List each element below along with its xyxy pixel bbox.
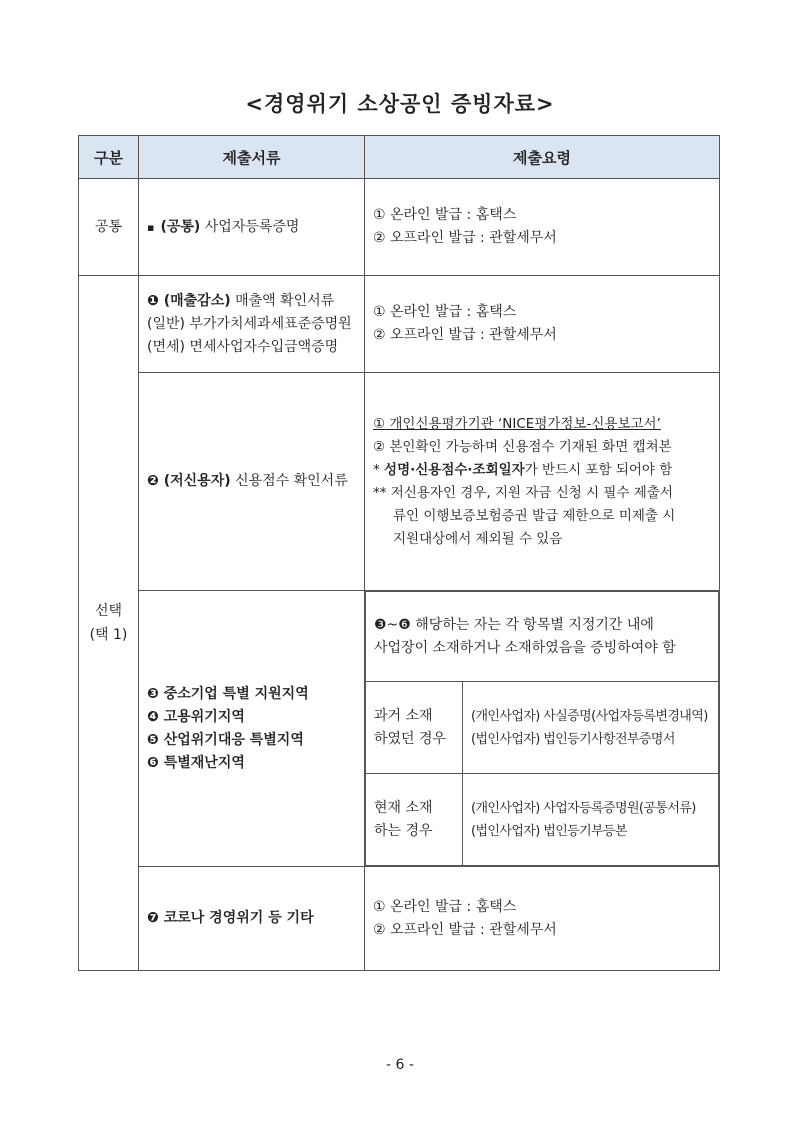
method-offline: ② 오프라인 발급 : 관할세무서 <box>373 921 557 938</box>
doc-credit-rest: 신용점수 확인서류 <box>230 473 348 489</box>
past-docs <box>463 682 719 774</box>
methods-sales-decline <box>365 276 720 373</box>
method-online: ① 온라인 발급 : 홈택스 <box>373 207 517 223</box>
past-label-2: 하였던 경우 <box>374 730 447 747</box>
now-docs <box>463 774 719 866</box>
table-row-other <box>79 867 720 971</box>
region-doc-6: ❻ 특별재난지역 <box>147 754 245 771</box>
doc-common-rest: 사업자등록증명 <box>200 218 300 235</box>
table-row-sales-decline <box>79 276 720 373</box>
region-doc-5: ❺ 산업위기대응 특별지역 <box>147 731 304 748</box>
now-label-2: 하는 경우 <box>374 822 433 839</box>
now-doc-2: (법인사업자) 법인등기부등본 <box>471 823 627 839</box>
category-select <box>79 276 139 971</box>
table-row-low-credit <box>79 373 720 591</box>
header-documents: 제출서류 <box>139 136 365 179</box>
doc-special-regions <box>139 591 365 867</box>
doc-sales-line2: (일반) 부가가치세과세표준증명원 <box>147 315 352 332</box>
bullet-icon: ▪ <box>147 220 155 234</box>
doc-sales-rest: 매출액 확인서류 <box>230 292 335 309</box>
credit-method-2: ② 본인확인 가능하며 신용점수 기재된 화면 캡쳐본 <box>373 438 672 455</box>
region-doc-3: ❸ 중소기업 특별 지원지역 <box>147 685 309 702</box>
method-offline: ② 오프라인 발급 : 관할세무서 <box>373 327 557 343</box>
header-instructions: 제출요령 <box>365 136 720 179</box>
table-row-common <box>79 179 720 276</box>
methods-other <box>365 867 720 971</box>
header-category: 구분 <box>79 136 139 179</box>
page-title: <경영위기 소상공인 증빙자료> <box>245 92 555 116</box>
now-label-1: 현재 소재 <box>374 799 433 816</box>
category-select-sub: (택 1) <box>89 627 128 643</box>
category-select-label: 선택 <box>94 603 123 619</box>
category-common: 공통 <box>79 179 139 276</box>
doc-low-credit <box>139 373 365 591</box>
evidence-table <box>78 135 720 971</box>
now-label <box>366 774 463 866</box>
credit-note-prefix: * <box>373 461 385 478</box>
credit-method-1: ① 개인신용평가기관 ‘NICE평가정보-신용보고서’ <box>373 415 661 432</box>
region-note <box>366 592 719 682</box>
credit-note-4: 지원대상에서 제외될 수 있음 <box>393 530 563 547</box>
credit-note-rest: 가 반드시 포함 되어야 함 <box>524 461 673 478</box>
methods-common <box>365 179 720 276</box>
doc-sales-decline <box>139 276 365 373</box>
table-row-special-regions <box>79 591 720 867</box>
method-online: ① 온라인 발급 : 홈택스 <box>373 898 517 915</box>
doc-other: ❼ 코로나 경영위기 등 기타 <box>139 867 365 971</box>
header-row <box>79 136 720 179</box>
methods-low-credit <box>365 373 720 591</box>
doc-sales-line3: (면세) 면세사업자수입금액증명 <box>147 338 339 355</box>
methods-special-regions <box>365 591 720 867</box>
region-note-1: ❸~❻ 해당하는 자는 각 항목별 지정기간 내에 <box>374 616 654 633</box>
past-label <box>366 682 463 774</box>
method-online: ① 온라인 발급 : 홈택스 <box>373 304 517 320</box>
region-doc-4: ❹ 고용위기지역 <box>147 708 245 725</box>
doc-credit-bold: ❷ (저신용자) <box>147 473 231 489</box>
credit-note-bold: 성명·신용점수·조회일자 <box>384 461 525 478</box>
past-doc-1: (개인사업자) 사실증명(사업자등록변경내역) <box>471 708 708 724</box>
doc-sales-bold: ❶ (매출감소) <box>147 292 231 309</box>
method-offline: ② 오프라인 발급 : 관할세무서 <box>373 230 557 246</box>
credit-note-3: 류인 이행보증보험증권 발급 제한으로 미제출 시 <box>393 507 676 524</box>
now-doc-1: (개인사업자) 사업자등록증명원(공통서류) <box>471 800 696 816</box>
doc-common-bold: (공통) <box>160 218 201 235</box>
credit-note-2: ** 저신용자인 경우, 지원 자금 신청 시 필수 제출서 <box>373 484 673 501</box>
past-doc-2: (법인사업자) 법인등기사항전부증명서 <box>471 731 675 747</box>
doc-common <box>139 179 365 276</box>
region-note-2: 사업장이 소재하거나 소재하였음을 증빙하여야 함 <box>374 639 676 656</box>
past-label-1: 과거 소재 <box>374 707 433 724</box>
page-number: - 6 - <box>386 1057 414 1073</box>
